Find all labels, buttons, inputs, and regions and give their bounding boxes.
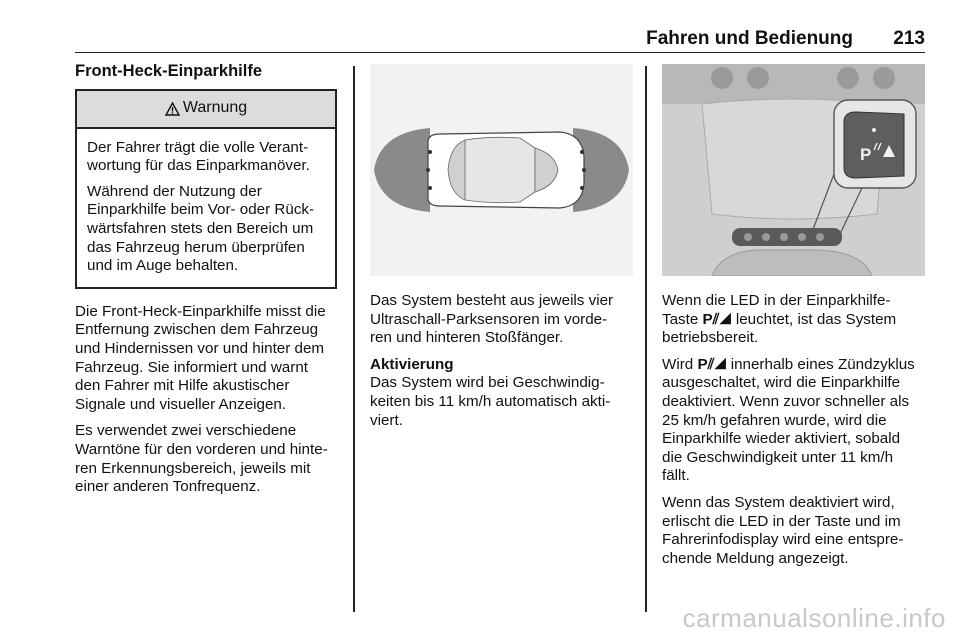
warning-paragraph-1: Der Fahrer trägt die volle Verant- wortung für das Einparkmanöver. (87, 138, 310, 175)
rear-detection-zone (374, 128, 430, 212)
column-3 (662, 64, 930, 576)
parking-sensor-diagram (370, 64, 633, 276)
column-divider-1 (353, 66, 355, 612)
section-title: Front-Heck-Einparkhilfe (75, 62, 263, 80)
watermark: carmanualsonline.info (682, 603, 946, 633)
text-segment: Wird (662, 355, 698, 373)
body-paragraph-1: Das System besteht aus jeweils vier Ultraschall-Parksensoren im vorde- ren und hinteren Stoßfänger. (370, 292, 614, 347)
warning-body (77, 129, 335, 287)
warning-box (75, 89, 337, 289)
page-header (75, 28, 925, 53)
warning-paragraph-2: Während der Nutzung der Einparkhilfe beim Vor- oder Rück- wärtsfahren stets den Bereich um das Fahrzeug herum überprüfen und im Auge behalten. (87, 182, 315, 275)
body-paragraph-3: Wenn das System deaktiviert wird, erlischt die LED in der Taste und im Fahrerinfodisplay wird eine entspre- chende Meldung angezeigt. (662, 493, 904, 567)
subheading-activation: Aktivierung (370, 355, 454, 373)
park-assist-icon: P⫽◢ (697, 355, 727, 373)
column-divider-2 (645, 66, 647, 612)
page-number: 213 (893, 28, 925, 49)
body-paragraph-1: Die Front-Heck-Einparkhilfe misst die Entfernung zwischen dem Fahrzeug und Hindernissen vor und hinter dem Fahrzeug. Sie informiert und warnt den Fahrer mit Hilfe akustischer Signale und visueller Anzeigen. (75, 302, 326, 413)
text-segment: leuchtet, ist das System betriebsbereit. (662, 310, 897, 347)
chapter-title: Fahren und Bedienung (646, 28, 853, 49)
warning-label: Warnung (182, 99, 248, 117)
svg-text:P: P (860, 145, 872, 164)
warning-triangle-icon (165, 102, 180, 116)
warning-header (77, 91, 335, 129)
column-2 (370, 64, 635, 438)
body-paragraph-2 (662, 356, 930, 486)
text-segment: Wenn die LED in der Einparkhilfe- Taste (662, 292, 891, 328)
text-segment: innerhalb eines Zündzyklus ausgeschaltet, wird die Einparkhilfe deaktiviert. Wenn zuvor schneller als 25 km/h gefahren wurde, wird die Einparkhilfe wieder aktiviert, sobald die Geschwindigkeit unter 11 km/h fällt. (662, 355, 915, 485)
body-paragraph-2: Es verwendet zwei verschiedene Warntöne für den vorderen und hinte- ren Erkennungsbereich, jeweils mit einer anderen Tonfrequenz. (75, 422, 328, 496)
body-paragraph-1 (662, 292, 930, 348)
park-assist-icon: P⫽◢ (702, 310, 732, 328)
column-1 (75, 62, 343, 505)
body-paragraph-2: Das System wird bei Geschwindig- keiten bis 11 km/h automatisch akti- viert. (370, 374, 611, 429)
park-button-photo (662, 64, 925, 276)
